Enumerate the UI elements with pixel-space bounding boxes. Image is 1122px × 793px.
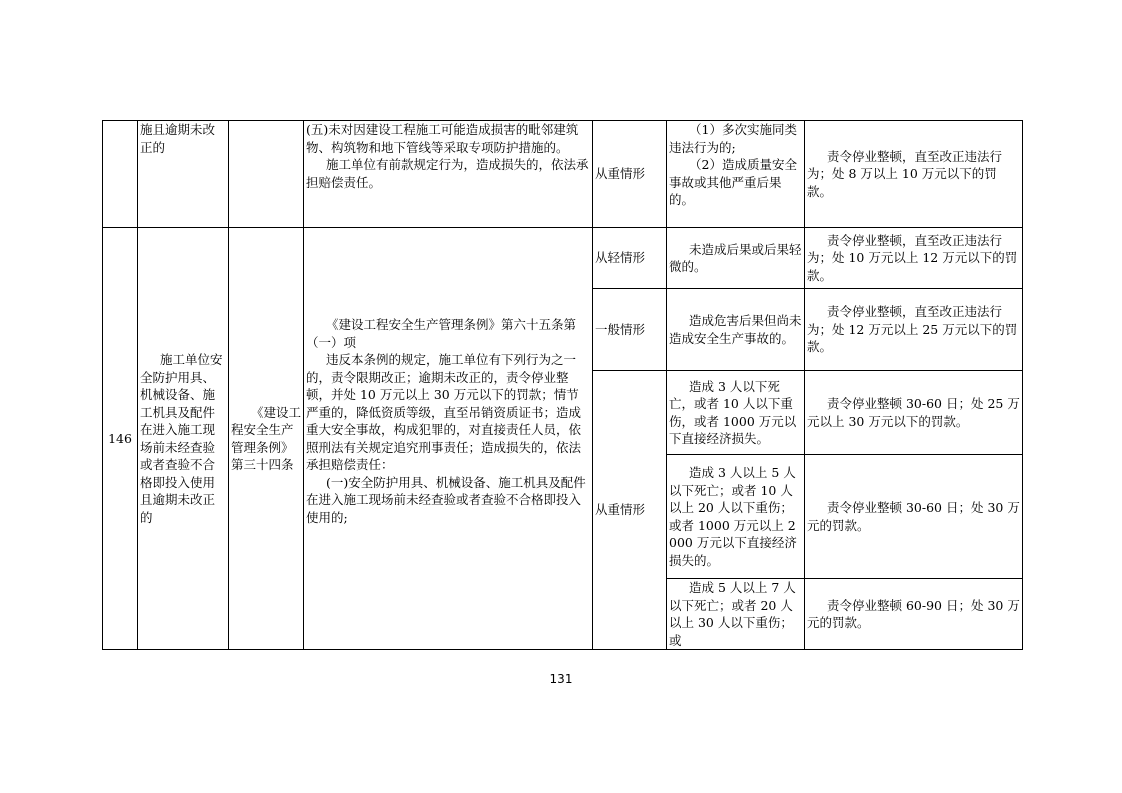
standard-line: （2）造成质量安全事故或其他严重后果的。 [669,157,797,207]
circumstance-cell: 从重情形 [593,371,667,650]
penalty-cell: 责令停业整顿 30-60 日；处 30 万元的罚款。 [805,455,1023,579]
circumstance-cell: 从重情形 [593,121,667,228]
row-number-cell [103,121,138,228]
penalty-cell: 责令停业整顿，直至改正违法行为；处 10 万元以上 12 万元以下的罚款。 [805,228,1023,289]
penalty-cell: 责令停业整顿，直至改正违法行为；处 8 万以上 10 万元以下的罚款。 [805,121,1023,228]
table-row [103,228,1023,289]
table-row [103,121,1023,228]
row-number-cell: 146 [103,228,138,650]
penalty-provision-cell [304,121,593,228]
penalty-cell: 责令停业整顿 30-60 日；处 25 万元以上 30 万元以下的罚款。 [805,371,1023,455]
page-number: 131 [549,672,573,686]
standard-cell: 造成 5 人以上 7 人以下死亡；或者 20 人以上 30 人以下重伤；或 [667,579,805,650]
penalty-cell: 责令停业整顿，直至改正违法行为；处 12 万元以上 25 万元以下的罚款。 [805,289,1023,371]
standard-cell [667,121,805,228]
violation-behavior-cell: 施且逾期未改正的 [138,121,229,228]
provision-line: (一)安全防护用具、机械设备、施工机具及配件在进入施工现场前未经查验或者查验不合格即投入使用的; [306,474,586,525]
violation-behavior-cell: 施工单位安全防护用具、机械设备、施工机具及配件在进入施工现场前未经查验或者查验不合格即投入使用且逾期未改正的 [138,228,229,650]
circumstance-cell: 一般情形 [593,289,667,371]
penalty-standards-table [102,120,1023,650]
standard-cell: 未造成后果或后果轻微的。 [667,228,805,289]
circumstance-cell: 从轻情形 [593,228,667,289]
provision-line: (五)未对因建设工程施工可能造成损害的毗邻建筑物、构筑物和地下管线等采取专项防护措施的。 [306,122,579,155]
standard-line: （1）多次实施同类违法行为的; [669,122,797,155]
penalty-provision-cell [304,228,593,650]
legal-basis-cell [229,121,304,228]
standard-cell: 造成 3 人以上 5 人以下死亡；或者 10 人以上 20 人以下重伤；或者 1000 万元以上 2000 万元以下直接经济损失的。 [667,455,805,579]
provision-line: 违反本条例的规定，施工单位有下列行为之一的，责令限期改正；逾期未改正的，责令停业整顿，并处 10 万元以上 30 万元以下的罚款；情节严重的，降低资质等级，直至吊销资质证书；造成重大安全事故，构成犯罪的，对直接责任人员，依照刑法有关规定追究刑事责任；造成损失的，依法承担赔偿责任： [306,352,582,472]
provision-line: 《建设工程安全生产管理条例》第六十五条第（一）项 [306,317,577,350]
penalty-cell: 责令停业整顿 60-90 日；处 30 万元的罚款。 [805,579,1023,650]
legal-basis-cell: 《建设工程安全生产管理条例》第三十四条 [229,228,304,650]
provision-line: 施工单位有前款规定行为，造成损失的，依法承担赔偿责任。 [306,157,589,190]
standard-cell: 造成 3 人以下死亡，或者 10 人以下重伤，或者 1000 万元以下直接经济损失。 [667,371,805,455]
standard-cell: 造成危害后果但尚未造成安全生产事故的。 [667,289,805,371]
